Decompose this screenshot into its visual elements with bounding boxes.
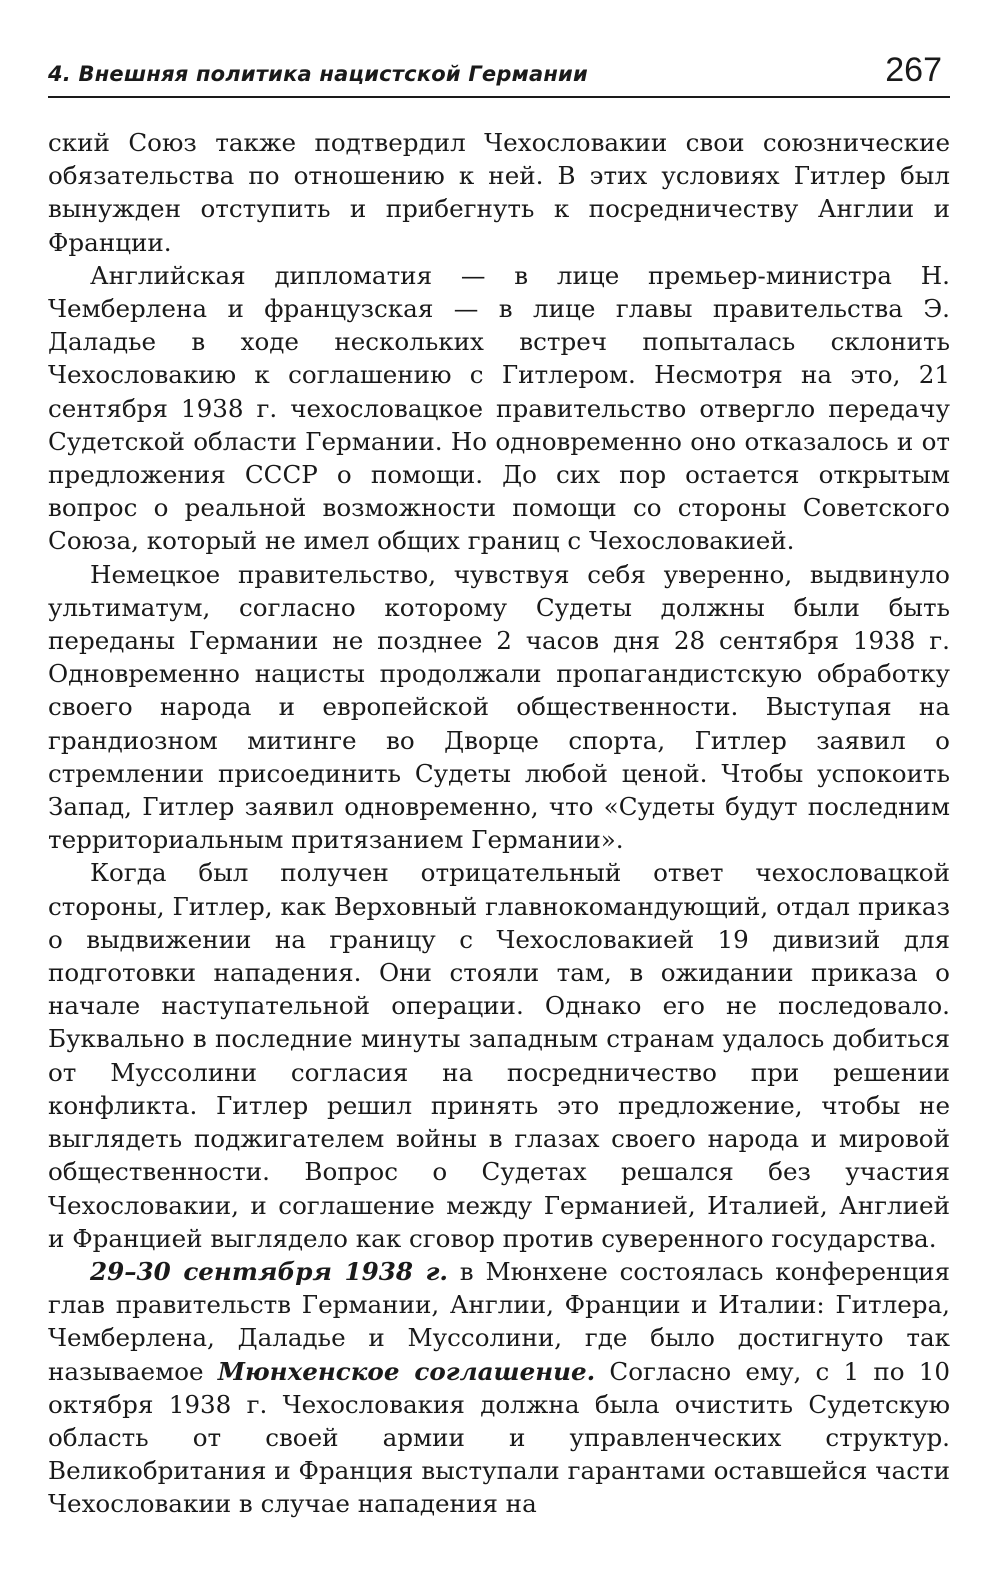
paragraph-diplomacy: Английская дипломатия — в лице премьер-министра Н. Чемберлена и французская — в лице главы правительства Э. Даладье в ходе нескольких встреч попыталась склонить Чехословакию к соглашению с Гитлером. Несмотря на это, 21 сентября 1938 г. чехословацкое правительство отвергло передачу Судетской области Германии. Но одновременно оно отказалось и от предложения СССР о помощи. До сих пор остается открытым вопрос о реальной возможности помощи со стороны Советского Союза, который не имел общих границ с Чехословакией. [48, 260, 950, 556]
book-page [48, 40, 950, 1521]
running-head [48, 40, 950, 98]
munich-date: 29–30 сентября 1938 г. [90, 1256, 448, 1286]
body-text [48, 126, 950, 1521]
running-title: 4. Внешняя политика нацистской Германии [48, 62, 588, 86]
munich-text-part2: Согласно ему, с 1 по 10 октября 1938 г. Чехословакия должна была очистить Судетскую область от своей армии и управленческих структур. Великобритания и Франция выступали гарантами оставшейся части Чехословакии в случае нападения на [48, 1356, 951, 1519]
paragraph-mobilization: Когда был получен отрицательный ответ чехословацкой стороны, Гитлер, как Верховный главнокомандующий, отдал приказ о выдвижении на границу с Чехословакией 19 дивизий для подготовки нападения. Они стояли там, в ожидании приказа о начале наступательной операции. Однако его не последовало. Буквально в последние минуты западным странам удалось добиться от Муссолини согласия на посредничество при решении конфликта. Гитлер решил принять это предложение, чтобы не выглядеть поджигателем войны в глазах своего народа и мировой общественности. Вопрос о Судетах решался без участия Чехословакии, и соглашение между Германией, Италией, Англией и Францией выглядело как сговор против суверенного государства. [48, 858, 950, 1253]
page-number: 267 [885, 51, 942, 89]
munich-text-part1: в Мюнхене состоялась конференция глав правительств Германии, Англии, Франции и Италии: Гитлера, Чемберлена, Даладье и Муссолини, где было достигнуто так называемое [48, 1256, 950, 1386]
paragraph-continuation: ский Союз также подтвердил Чехословакии свои союзнические обязательства по отношению к ней. В этих условиях Гитлер был вынужден отступить и прибегнуть к посредничеству Англии и Франции. [48, 128, 950, 257]
paragraph-ultimatum: Немецкое правительство, чувствуя себя уверенно, выдвинуло ультиматум, согласно которому Судеты должны были быть переданы Германии не позднее 2 часов дня 28 сентября 1938 г. Одновременно нацисты продолжали пропагандистскую обработку своего народа и европейской общественности. Выступая на грандиозном митинге во Дворце спорта, Гитлер заявил о стремлении присоединить Судеты любой ценой. Чтобы успокоить Запад, Гитлер заявил одновременно, что «Судеты будут последним территориальным притязанием Германии». [48, 559, 950, 855]
munich-agreement-term: Мюнхенское соглашение. [217, 1356, 596, 1386]
paragraph-munich [48, 1255, 950, 1521]
